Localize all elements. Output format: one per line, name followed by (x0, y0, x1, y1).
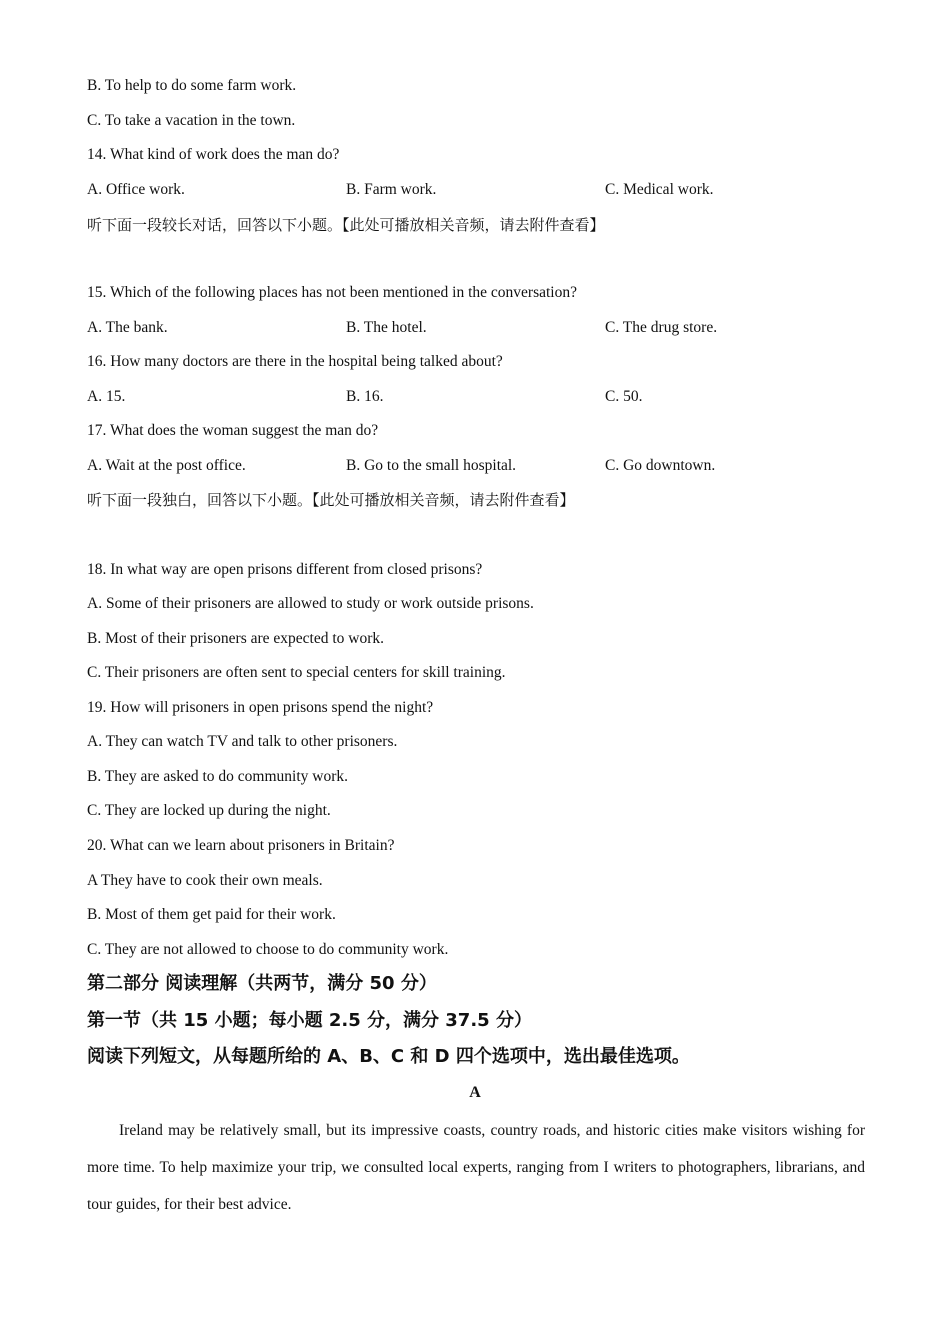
q16-option-a: A. 15. (87, 388, 126, 405)
q15-option-a: A. The bank. (87, 319, 168, 336)
q19-question: 19. How will prisoners in open prisons spend the night? (87, 699, 434, 716)
q13-option-c: C. To take a vacation in the town. (87, 112, 296, 129)
q20-question: 20. What can we learn about prisoners in Britain? (87, 837, 395, 854)
long-dialogue-instruction: 听下面一段较长对话，回答以下小题。【此处可播放相关音频，请去附件查看】 (87, 216, 605, 234)
q15-option-b: B. The hotel. (346, 319, 427, 336)
q19-option-a: A. They can watch TV and talk to other prisoners. (87, 733, 398, 750)
q18-option-a: A. Some of their prisoners are allowed to study or work outside prisons. (87, 595, 534, 612)
q20-option-c: C. They are not allowed to choose to do community work. (87, 941, 449, 958)
q16-option-b: B. 16. (346, 388, 384, 405)
q14-options (87, 180, 867, 200)
monologue-instruction: 听下面一段独白，回答以下小题。【此处可播放相关音频，请去附件查看】 (87, 491, 575, 509)
q16-option-c: C. 50. (605, 388, 643, 405)
q20-option-a: A They have to cook their own meals. (87, 872, 323, 889)
q14-question: 14. What kind of work does the man do? (87, 146, 340, 163)
q14-option-a: A. Office work. (87, 181, 185, 198)
q19-option-b: B. They are asked to do community work. (87, 768, 349, 785)
q14-option-c: C. Medical work. (605, 181, 714, 198)
q18-question: 18. In what way are open prisons different from closed prisons? (87, 561, 483, 578)
q18-option-b: B. Most of their prisoners are expected to work. (87, 630, 385, 647)
q16-question: 16. How many doctors are there in the hospital being talked about? (87, 353, 503, 370)
q17-option-a: A. Wait at the post office. (87, 457, 246, 474)
passage-paragraph: Ireland may be relatively small, but its impressive coasts, country roads, and historic cities make visitors wishing for more time. To help maximize your trip, we consulted local experts, ranging from I writers to photographers, librarians, and tour guides, for their best advice. (87, 1122, 865, 1213)
q17-question: 17. What does the woman suggest the man do? (87, 422, 379, 439)
q19-option-c: C. They are locked up during the night. (87, 802, 331, 819)
q15-option-c: C. The drug store. (605, 319, 718, 336)
q17-option-c: C. Go downtown. (605, 457, 716, 474)
part2-heading: 第二部分 阅读理解（共两节，满分 50 分） (87, 973, 437, 994)
q17-option-b: B. Go to the small hospital. (346, 457, 517, 474)
q16-options (87, 387, 867, 407)
reading-instruction: 阅读下列短文，从每题所给的 A、B、C 和 D 四个选项中，选出最佳选项。 (87, 1046, 690, 1067)
q18-option-c: C. Their prisoners are often sent to special centers for skill training. (87, 664, 506, 681)
q14-option-b: B. Farm work. (346, 181, 437, 198)
q15-options (87, 318, 867, 338)
q17-options (87, 456, 867, 476)
section1-heading: 第一节（共 15 小题；每小题 2.5 分，满分 37.5 分） (87, 1010, 532, 1031)
q13-option-b: B. To help to do some farm work. (87, 77, 297, 94)
q15-question: 15. Which of the following places has not been mentioned in the conversation? (87, 284, 577, 301)
q20-option-b: B. Most of them get paid for their work. (87, 906, 336, 923)
passage-label: A (469, 1084, 481, 1101)
